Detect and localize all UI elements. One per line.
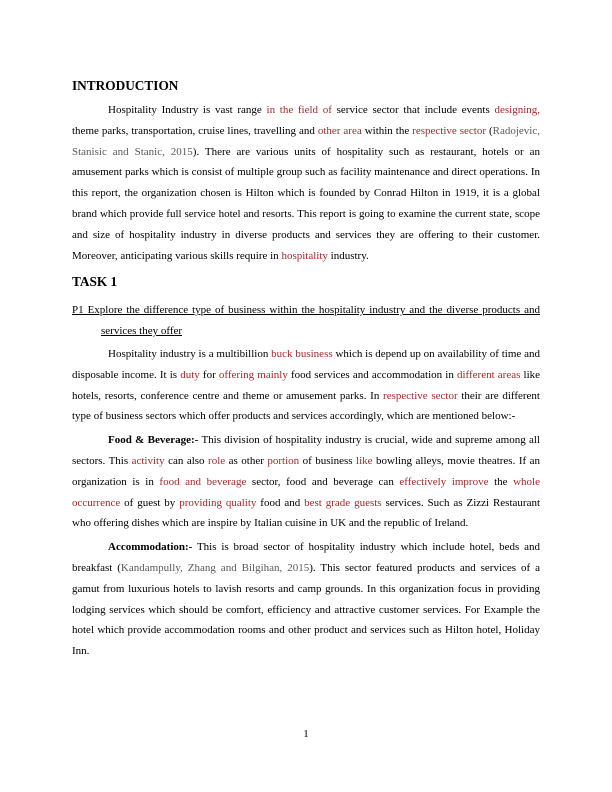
text-run: industry. (327, 249, 369, 262)
highlighted-phrase: different areas (456, 368, 521, 381)
text-run: ). This sector featured products and services of a gamut from luxurious hotels to lavish resorts and camp grounds. In this organization focus in providing lodging services which should be comfort, efficiency and attractive customer services. For Example the hotel which provide accommodation rooms and other product and services such as Hilton hotel, Holiday Inn. (72, 561, 540, 658)
text-run: This is broad sector of hospitality industry which include hotel, beds and breakfast ( (72, 541, 540, 574)
task1-heading: TASK 1 (72, 274, 118, 290)
task1-paragraph-intro (72, 344, 540, 427)
highlighted-phrase: role (208, 454, 226, 467)
highlighted-phrase: offering (218, 368, 255, 381)
text-run: food and (256, 496, 305, 509)
highlighted-phrase: activity (131, 454, 165, 467)
task1-subheading: P1 Explore the difference type of business within the hospitality industry and the diverse products and services they offer (72, 304, 540, 338)
highlighted-phrase: mainly (257, 368, 288, 381)
text-run: theme parks, transportation, cruise lines, travelling and (72, 124, 318, 137)
highlighted-phrase: hospitality (281, 249, 328, 262)
text-run: the (488, 475, 514, 488)
text-run: within the (361, 124, 413, 137)
highlighted-phrase: respective sector (412, 124, 486, 137)
highlighted-phrase: buck business (271, 347, 333, 360)
highlighted-phrase: providing quality (179, 496, 257, 509)
text-run: their are different type of business sectors which offer products and services accordingly, which are mentioned below:- (72, 389, 540, 423)
text-run: like hotels, resorts, conference centre and theme or amusement parks. In (72, 368, 541, 402)
text-run: of business (299, 454, 357, 467)
text-run: sector, food and beverage can (246, 475, 400, 488)
highlighted-phrase: effectively improve (399, 475, 489, 488)
highlighted-phrase: best grade guests (304, 496, 382, 509)
text-run: of guest by (120, 496, 180, 509)
accommodation-paragraph (72, 537, 540, 662)
citation: Radojevic, Stanisic and Stanic, 2015 (72, 124, 540, 158)
text-run: for (199, 368, 219, 381)
highlighted-phrase: duty (180, 368, 200, 381)
text-run: can also (164, 454, 209, 467)
text-run: ). There are various units of hospitality such as restaurant, hotels or an amusement parks which is consist of multiple group such as facility maintenance and direct operations. In this report, the organization chosen is Hilton which is founded by Conrad Hilton in 1919, it is a global brand which provide full service hotel and resorts. This report is going to examine the current state, scope and size of hospitality industry in diverse products and services they are offering to their customer. Moreover, anticipating various skills require in (72, 145, 540, 262)
text-run: Hospitality Industry is vast range (108, 104, 267, 116)
text-run: This division of hospitality industry is crucial, wide and supreme among all sectors. This (72, 434, 540, 467)
text-run: services. Such as Zizzi Restaurant who offering dishes which are inspire by Italian cuisine in UK and the republic of Ireland. (72, 496, 541, 530)
highlighted-phrase: whole occurrence (72, 475, 540, 509)
text-run: Hospitality industry is a multibillion (108, 347, 272, 360)
text-run: ( (485, 124, 493, 137)
introduction-heading: INTRODUCTION (72, 78, 179, 93)
text-run: as other (225, 454, 268, 467)
highlighted-phrase: portion (267, 454, 300, 467)
page-number: 1 (303, 728, 309, 740)
citation: Kandampully, Zhang and Bilgihan, 2015 (120, 561, 310, 574)
text-run: bowling alleys, movie theatres. If an organization is in (72, 454, 541, 488)
highlighted-phrase: other area (317, 124, 362, 137)
text-run: food services and accommodation in (287, 368, 457, 381)
highlighted-phrase: in the field of (266, 104, 332, 116)
highlighted-phrase: designing, (494, 104, 540, 116)
highlighted-phrase: like (356, 454, 373, 467)
text-run: which is depend up on availability of time and disposable income. It is (72, 347, 540, 381)
highlighted-phrase: respective sector (383, 389, 458, 402)
bold-term: Accommodation:- (108, 541, 193, 554)
document-page (72, 76, 540, 665)
bold-term: Food & Beverage:- (108, 434, 199, 447)
food-beverage-paragraph (72, 430, 540, 534)
text-run: service sector that include events (331, 104, 495, 116)
highlighted-phrase: food and beverage (159, 475, 247, 488)
introduction-paragraph (72, 100, 540, 266)
